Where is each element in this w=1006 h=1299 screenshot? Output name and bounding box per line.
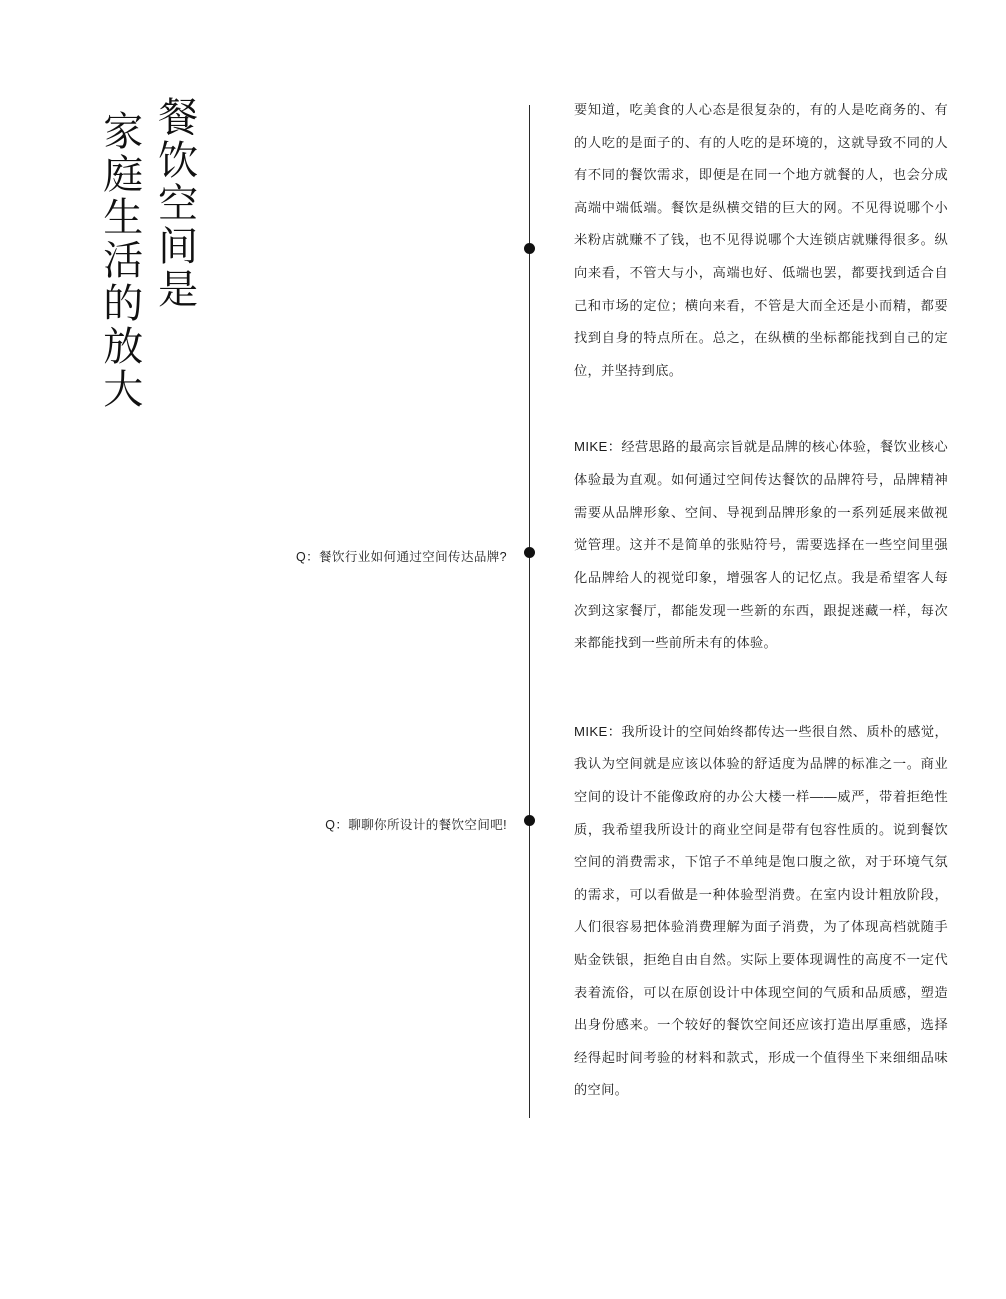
page-title bbox=[95, 96, 199, 411]
title-column-right: 餐饮空间是 bbox=[152, 96, 198, 311]
paragraph-3: MIKE：我所设计的空间始终都传达一些很自然、质朴的感觉，我认为空间就是应该以体验的舒适度为品牌的标准之一。商业空间的设计不能像政府的办公大楼一样——威严，带着拒绝性质，我希望我所设计的商业空间是带有包容性质的。说到餐饮空间的消费需求，下馆子不单纯是饱口腹之欲，对于环境气氛的需求，可以看做是一种体验型消费。在室内设计粗放阶段，人们很容易把体验消费理解为面子消费，为了体现高档就随手贴金铁银，拒绝自由自然。实际上要体现调性的高度不一定代表着流俗，可以在原创设计中体现空间的气质和品质感，塑造出身份感来。一个较好的餐饮空间还应该打造出厚重感，选择经得起时间考验的材料和款式，形成一个值得坐下来细细品味的空间。 bbox=[574, 723, 948, 1098]
timeline-rule bbox=[529, 105, 530, 1118]
paragraph-1: 要知道，吃美食的人心态是很复杂的，有的人是吃商务的、有的人吃的是面子的、有的人吃的是环境的，这就导致不同的人有不同的餐饮需求，即便是在同一个地方就餐的人，也会分成高端中端低端。餐饮是纵横交错的巨大的网。不见得说哪个小米粉店就赚不了钱，也不见得说哪个大连锁店就赚得很多。纵向来看，不管大与小，高端也好、低端也罢，都要找到适合自己和市场的定位；横向来看，不管是大而全还是小而精，都要找到自身的特点所在。总之，在纵横的坐标都能找到自己的定位，并坚持到底。 bbox=[574, 102, 948, 378]
timeline-dot-1 bbox=[524, 243, 535, 254]
article-body bbox=[574, 94, 948, 1107]
question-label-2: Q：聊聊你所设计的餐饮空间吧! bbox=[325, 818, 507, 832]
title-column-left: 家庭生活的放大 bbox=[97, 110, 143, 411]
paragraph-2: MIKE：经营思路的最高宗旨就是品牌的核心体验，餐饮业核心体验最为直观。如何通过空间传达餐饮的品牌符号，品牌精神需要从品牌形象、空间、导视到品牌形象的一系列延展来做视觉管理。这并不是简单的张贴符号，需要选择在一些空间里强化品牌给人的视觉印象，增强客人的记忆点。我是希望客人每次到这家餐厅，都能发现一些新的东西，跟捉迷藏一样，每次来都能找到一些前所未有的体验。 bbox=[574, 439, 948, 651]
question-label-1: Q：餐饮行业如何通过空间传达品牌? bbox=[296, 550, 507, 564]
